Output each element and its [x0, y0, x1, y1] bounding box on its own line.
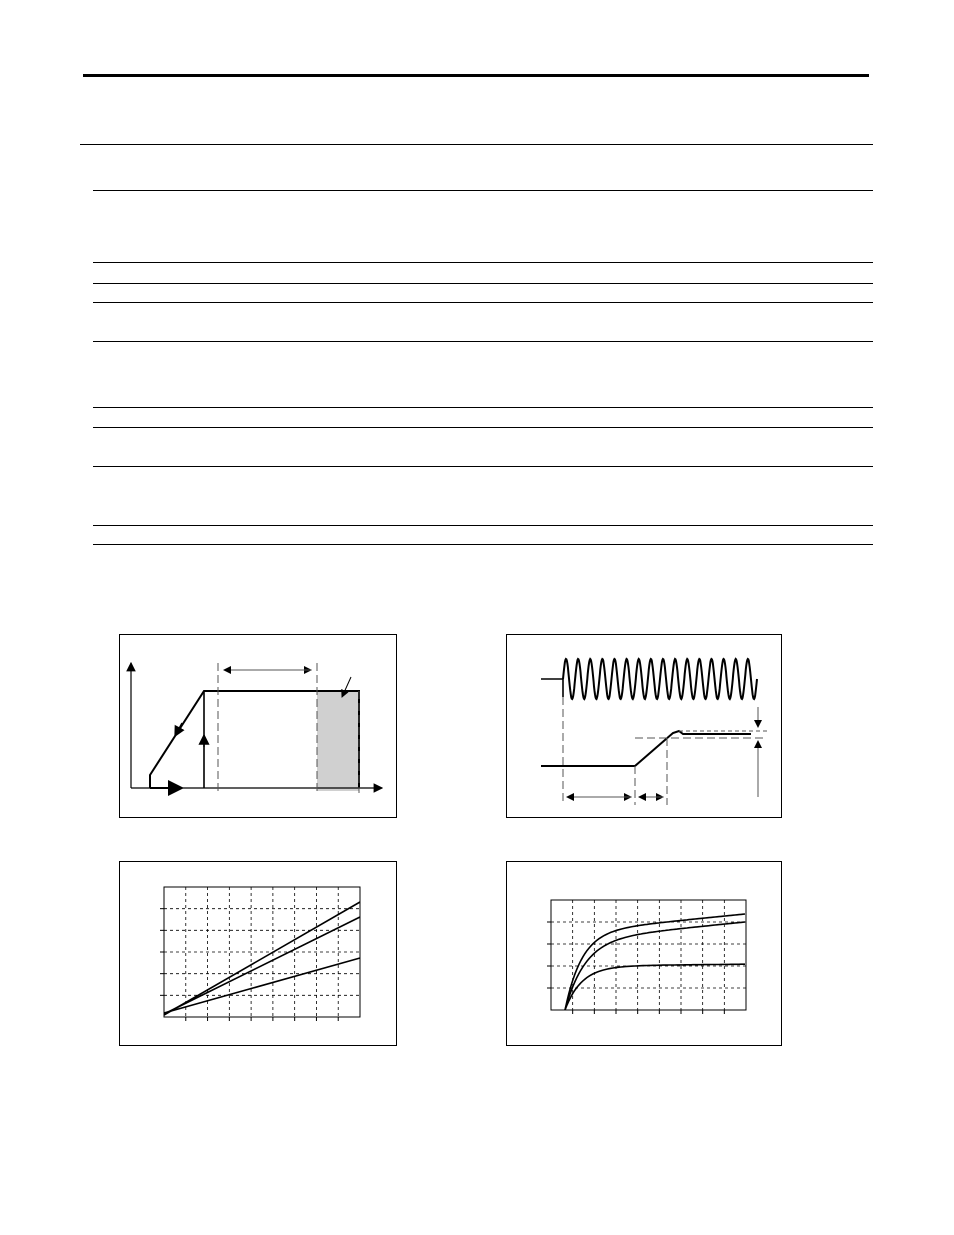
series-curve — [565, 964, 745, 1010]
figure-3-panel — [119, 861, 397, 1046]
table-bottom-rule — [93, 544, 873, 545]
ramp-signal — [541, 731, 751, 766]
figure-4-chart — [507, 862, 781, 1045]
table-row-rule — [93, 407, 873, 408]
table-row-rule — [93, 283, 873, 284]
table-row-rule — [93, 190, 873, 191]
table-row-rule — [93, 341, 873, 342]
table-top-rule — [80, 144, 873, 145]
shaded-region — [317, 691, 359, 791]
figure-1-diagram — [120, 635, 396, 817]
table-row-rule — [93, 525, 873, 526]
table-row-rule — [93, 466, 873, 467]
table-row-rule — [93, 427, 873, 428]
table-row-rule — [93, 302, 873, 303]
table-row-rule — [93, 262, 873, 263]
header-rule — [83, 74, 869, 77]
figure-2-diagram — [507, 635, 781, 817]
figure-3-chart — [120, 862, 396, 1045]
figure-1-panel — [119, 634, 397, 818]
clock-start — [541, 679, 563, 697]
figure-4-panel — [506, 861, 782, 1046]
arrow-down-left — [175, 723, 182, 736]
oscillation-wave — [563, 659, 757, 699]
series-curve — [565, 914, 745, 1010]
series-line — [164, 902, 360, 1015]
figure-2-panel — [506, 634, 782, 818]
